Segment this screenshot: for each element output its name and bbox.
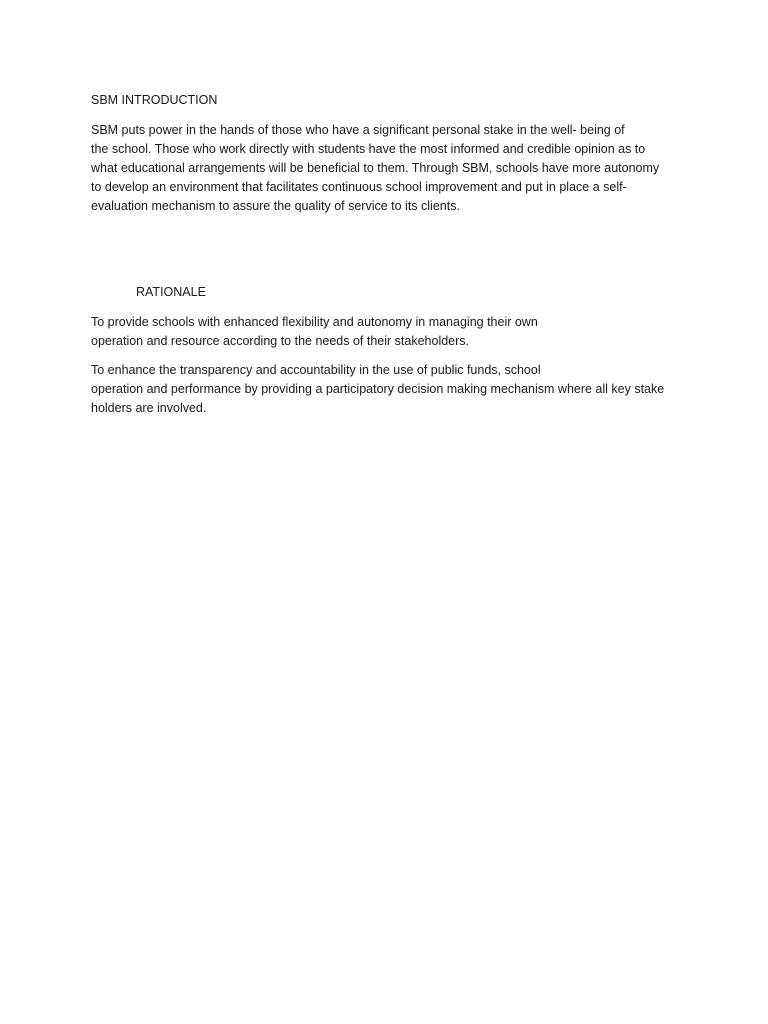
intro-heading: SBM INTRODUCTION — [91, 93, 218, 107]
rationale-point-2: To enhance the transparency and accountability in the use of public funds, school operation and performance by providing a participatory decision making mechanism where all key stake holders are involved. — [91, 363, 665, 415]
intro-paragraph: SBM puts power in the hands of those who have a significant personal stake in the well- being of the school. Those who work directly with students have the most informed and credible opinion as to what educational arrangements will be beneficial to them. Through SBM, schools have more autonomy to develop an environment that facilitates continuous school improvement and put in place a self- evaluation mechanism to assure the quality of service to its clients. — [91, 123, 660, 213]
rationale-point-1: To provide schools with enhanced flexibility and autonomy in managing their own operation and resource according to the needs of their stakeholders. — [91, 315, 538, 348]
rationale-heading: RATIONALE — [136, 285, 206, 299]
